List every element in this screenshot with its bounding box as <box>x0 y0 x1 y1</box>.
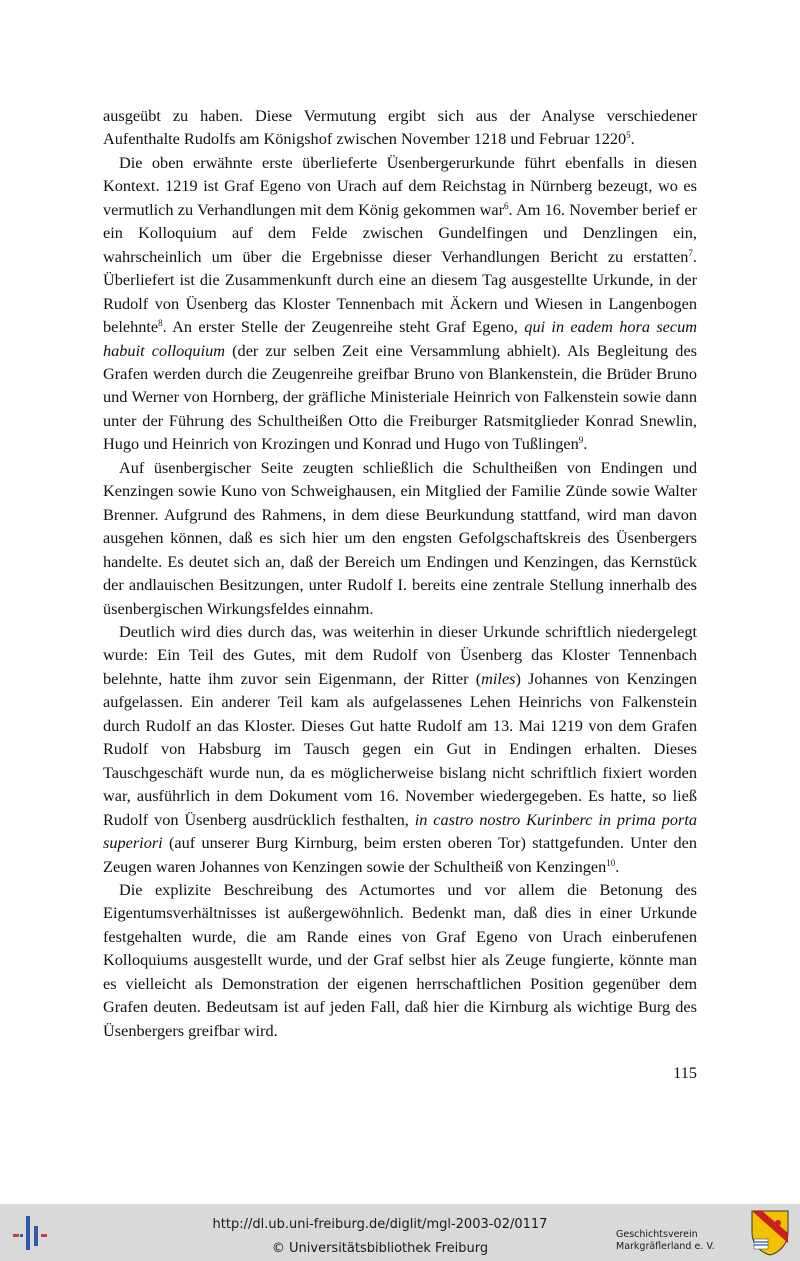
footnote-marker: 10 <box>606 857 616 868</box>
paragraph <box>103 456 697 620</box>
text-run: . Am 16. November berief er ein Kolloquium auf dem Felde zwischen Gundelfingen und Denzlingen ein, wahrscheinlich um über die Ergebnisse dieser Verhandlungen Bericht zu erstatten <box>103 199 697 266</box>
paragraph <box>103 104 697 151</box>
text-run: . <box>583 434 588 454</box>
footnote-marker: 5 <box>626 130 631 141</box>
footnote-marker: 9 <box>578 435 584 446</box>
footnote-marker: 8 <box>158 318 163 329</box>
text-run: . <box>630 129 635 149</box>
society-name-line2: Markgräflerland e. V. <box>616 1241 715 1252</box>
body-text <box>103 104 697 1042</box>
footnote-marker: 7 <box>688 247 693 258</box>
society-crest-icon <box>750 1209 790 1257</box>
ub-freiburg-logo-icon[interactable] <box>10 1212 52 1254</box>
society-name-line1: Geschichtsverein <box>616 1229 698 1240</box>
paragraph <box>103 620 697 878</box>
paragraph <box>103 878 697 1042</box>
footer-bar <box>0 1204 800 1261</box>
footer-url[interactable]: http://dl.ub.uni-freiburg.de/diglit/mgl-2003-02/0117 <box>212 1217 548 1232</box>
text-run: (der zur selben Zeit eine Versammlung abhielt). Als Begleitung des Grafen werden durch die Zeugenreihe greifbar Bruno von Blankenstein, die Brüder Bruno und Werner von Hornberg, der gräfliche Ministeriale Heinrich von Falkenstein sowie dann unter der Führung des Schultheißen Otto die Freiburger Ratsmitglieder Konrad Snewlin, Hugo und Heinrich von Krozingen und Konrad und Hugo von Tußlingen <box>103 340 698 454</box>
latin-quote: in castro nostro Kurinberc in prima porta superiori <box>103 809 697 853</box>
footer-copyright: © Universitätsbibliothek Freiburg <box>271 1241 489 1256</box>
text-run: . An erster Stelle der Zeugenreihe steht Graf Egeno, <box>162 317 525 337</box>
footnote-marker: 6 <box>504 200 509 211</box>
paragraph <box>103 151 697 456</box>
text-run: ausgeübt zu haben. Diese Vermutung ergibt sich aus der Analyse verschiedener Aufenthalte Rudolfs am Königshof zwischen November 1218 und Februar 1220 <box>103 106 697 149</box>
text-run: ) Johannes von Kenzingen aufgelassen. Ein anderer Teil kam als aufgelassenes Lehen Heinrichs von Falkenstein durch Rudolf an das Kloster. Dieses Gut hatte Rudolf am 13. Mai 1219 von dem Grafen Rudolf von Habsburg im Tausch gegen ein Gut in Endingen erhalten. Dieses Tauschgeschäft wurde nun, da es möglicherweise bislang nicht schriftlich fixiert worden war, ausführlich in dem Dokument vom 16. November wiedergegeben. Es hatte, so ließ Rudolf von Üsenberg ausdrücklich festhalten, <box>103 668 697 829</box>
page-number: 115 <box>673 1063 697 1082</box>
text-run: (auf unserer Burg Kirnburg, beim ersten oberen Tor) stattgefunden. Unter den Zeugen waren Johannes von Kenzingen sowie der Schultheiß von Kenzingen <box>103 833 697 876</box>
society-name <box>616 1229 746 1253</box>
text-run: . <box>615 856 620 876</box>
text-run: Die oben erwähnte erste überlieferte Üsenbergerurkunde führt ebenfalls in diesen Kontext. 1219 ist Graf Egeno von Urach auf dem Reichstag in Nürnberg bezeugt, wo es vermutlich zu Verhandlungen mit dem König gekommen war <box>103 152 697 219</box>
text-run: Deutlich wird dies durch das, was weiterhin in dieser Urkunde schriftlich niedergelegt wurde: Ein Teil des Gutes, mit dem Rudolf von Üsenberg das Kloster Tennenbach belehnte, hatte ihm zuvor sein Eigenmann, der Ritter ( <box>103 621 697 688</box>
latin-quote: qui in eadem hora secum habuit colloquium <box>103 317 698 360</box>
latin-quote: miles <box>481 668 516 688</box>
text-run: . Überliefert ist die Zusammenkunft durch eine an diesem Tag ausgestellte Urkunde, in der Rudolf von Üsenberg das Kloster Tennenbach mit Äckern und Wiesen in Langenbogen belehnte <box>103 246 697 337</box>
text-run: Die explizite Beschreibung des Actumortes und vor allem die Betonung des Eigentumsverhältnisses ist außergewöhnlich. Bedenkt man, daß dies in einer Urkunde festgehalten wurde, die am Rande eines von Graf Egeno von Urach einberufenen Kolloquiums ausgestellt wurde, und der Graf selbst hier als Zeuge fungierte, könnte man es vielleicht als Demonstration der eigenen herrschaftlichen Position gegenüber dem Grafen deuten. Bedeutsam ist auf jeden Fall, daß hier die Kirnburg als wichtige Burg des Üsenbergers greifbar wird. <box>103 879 697 1040</box>
text-run: Auf üsenbergischer Seite zeugten schließlich die Schultheißen von Endingen und Kenzingen sowie Kuno von Schweighausen, ein Mitglied der Familie Zünde sowie Walter Brenner. Aufgrund des Rahmens, in dem diese Beurkundung stattfand, wird man davon ausgehen können, daß es sich hier um den engsten Gefolgschaftskreis des Üsenbergers handelte. Es deutet sich an, daß der Bereich um Endingen und Kenzingen, das Kernstück der andlauischen Besitzungen, unter Rudolf I. bereits eine zentrale Stellung innerhalb des üsenbergischen Wirkungsfeldes einnahm. <box>103 457 697 618</box>
